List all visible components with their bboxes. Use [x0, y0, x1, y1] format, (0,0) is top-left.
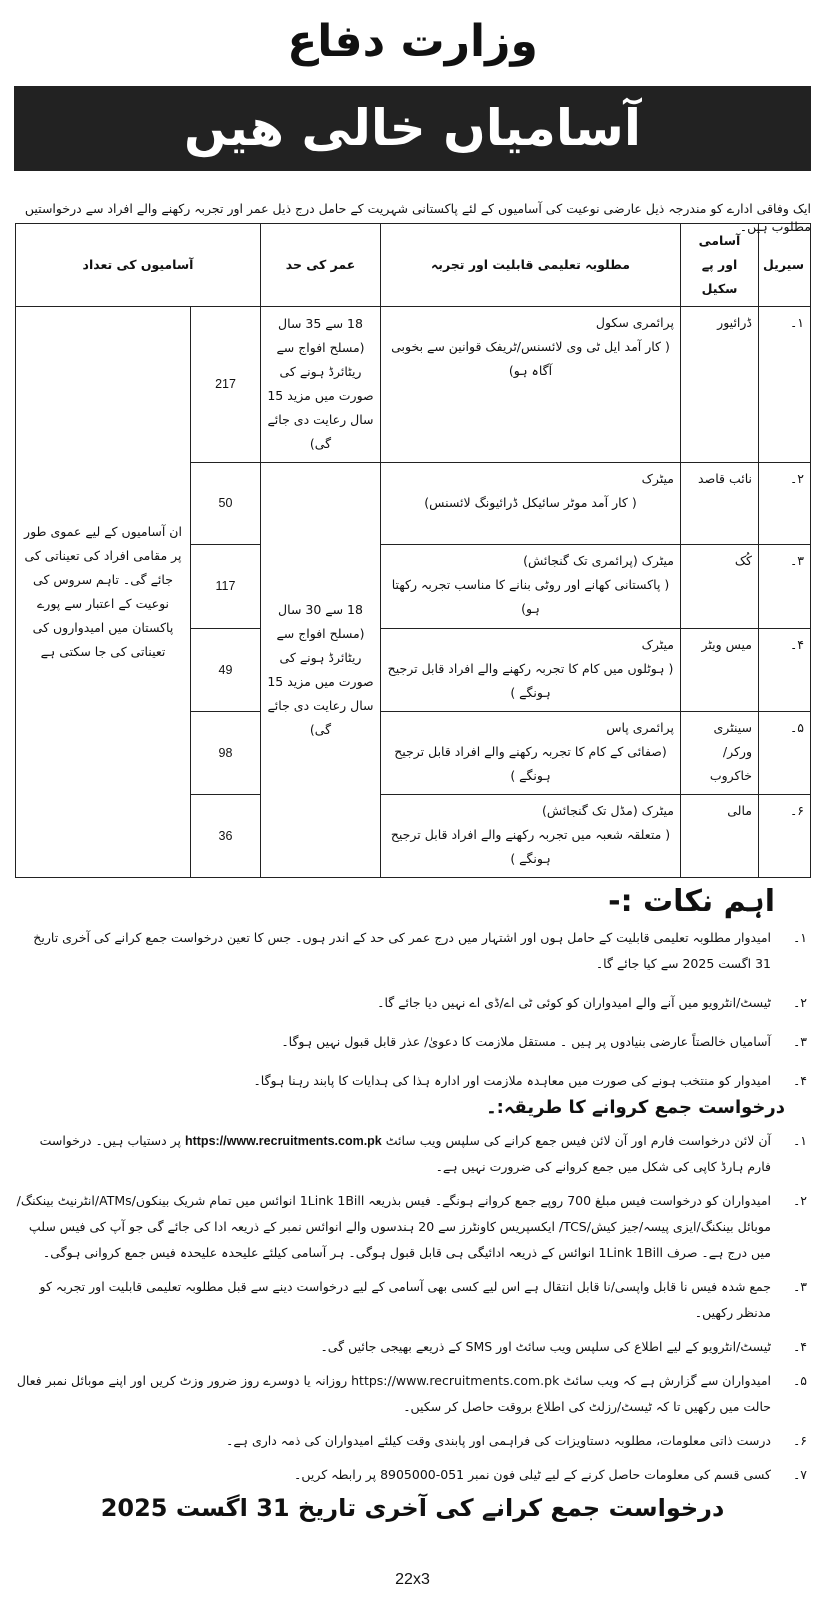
item-number: ۶۔: [792, 1433, 807, 1448]
table-row: [16, 306, 811, 462]
list-item: [14, 1188, 811, 1266]
header-post: آسامی اور پے سکیل: [681, 224, 759, 307]
list-item: [14, 990, 811, 1016]
qualification-detail: ( متعلقہ شعبہ میں تجربہ رکھنے والے افراد قابل ترجیح ہونگے ): [390, 827, 671, 867]
row-qualification: [381, 795, 681, 878]
item-number: ۱۔: [792, 1133, 807, 1148]
item-text: امیدوار کو منتخب ہونے کی صورت میں معاہدہ ملازمت اور ادارہ ہذا کی ہدایات کا پابند رہنا ہوگا۔: [253, 1073, 771, 1088]
post-count: 50: [191, 463, 261, 545]
age-limit: 18 سے 30 سال (مسلح افواج سے ریٹائرڈ ہونے کی صورت میں مزید 15 سال رعایت دی جائے گی): [261, 463, 381, 878]
qualification-detail: (صفائی کے کام کا تجربہ رکھنے والے افراد قابل ترجیح ہونگے ): [394, 744, 667, 784]
item-number: ۷۔: [792, 1467, 807, 1482]
row-serial: ۳۔: [759, 544, 811, 628]
item-text: جمع شدہ فیس نا قابل واپسی/نا قابل انتقال ہے اس لیے کسی بھی آسامی کے لیے درخواست دینے سے قبل مطلوبہ تعلیمی قابلیت اور تجربہ کو مدنظر رکھیں۔: [39, 1279, 771, 1320]
post-count: 49: [191, 628, 261, 712]
row-serial: ۲۔: [759, 463, 811, 545]
table-header-row: [16, 224, 811, 307]
list-item: [14, 1462, 811, 1488]
list-item: [14, 1274, 811, 1326]
row-post: ڈرائیور: [681, 306, 759, 462]
item-text: امیدواران کو درخواست فیس مبلغ 700 روپے جمع کروانے ہونگے۔ فیس بذریعہ 1Link 1Bill انوائس میں تمام شریک بینکوں/ATMs/انٹرنیٹ بینکنگ/موبائل بینکنگ/ایزی پیسہ/جیز کیش/TCS/ ایکسپریس کاونٹرز سے 20 ہندسوں والے انوائس نمبر کے ذریعہ ادا کی جائے گی جو آپ کی فیس سلپ میں درج ہے۔ صرف 1Link 1Bill انوائس کے ذریعہ ادائیگی ہی قابل قبول ہوگی۔ ہر آسامی کیلئے علیحدہ علیحدہ فیس جمع کروانی ہوگی۔: [16, 1193, 771, 1260]
qualification-main: پرائمری پاس: [606, 720, 674, 736]
item-number: ۲۔: [792, 1193, 807, 1208]
post-count: 217: [191, 306, 261, 462]
qualification-detail: ( پاکستانی کھانے اور روٹی بنانے کا مناسب تجربہ رکھتا ہو): [391, 576, 670, 616]
qualification-detail: ( کار آمد موٹر سائیکل ڈرائیونگ لائسنس): [424, 495, 637, 511]
header-count: آسامیوں کی تعداد: [16, 224, 261, 307]
item-number: ۳۔: [792, 1279, 807, 1294]
list-item: [14, 1068, 811, 1094]
item-number: ۴۔: [792, 1339, 807, 1354]
item-text: کسی قسم کی معلومات حاصل کرنے کے لیے ٹیلی فون نمبر 051-8905000 پر رابطہ کریں۔: [294, 1467, 771, 1482]
item-text: امیدوار مطلوبہ تعلیمی قابلیت کے حامل ہوں اور اشتہار میں درج عمر کی حد کے اندر ہوں۔ جس کا تعین درخواست جمع کرانے کی آخری تاریخ 31 اگست 2025 سے کیا جائے گا۔: [33, 930, 771, 971]
vacancies-table: [15, 223, 811, 878]
row-qualification: [381, 306, 681, 462]
ad-code: 22x3: [395, 1571, 430, 1588]
ministry-title: وزارت دفاع: [287, 16, 538, 67]
item-number: ۱۔: [792, 930, 807, 945]
how-to-apply-list: [14, 1128, 811, 1496]
posting-note: ان آسامیوں کے لیے عموی طور پر مقامی افراد کی تعیناتی کی جائے گی۔ تاہم سروس کی نوعیت کے اعتبار سے پورے پاکستان میں امیدواروں کی تعیناتی کی جا سکتی ہے: [16, 306, 191, 877]
list-item: [14, 1029, 811, 1055]
row-post: میس ویٹر: [681, 628, 759, 712]
qualification-main: میٹرک (مڈل تک گنجائش): [541, 803, 674, 819]
vacancies-banner: آسامیاں خالی ھیں: [14, 86, 811, 171]
list-item: [14, 1334, 811, 1360]
post-count: 36: [191, 795, 261, 878]
row-serial: ۴۔: [759, 628, 811, 712]
item-number: ۵۔: [792, 1373, 807, 1388]
item-text: [14, 1128, 771, 1180]
row-serial: ۶۔: [759, 795, 811, 878]
application-deadline: درخواست جمع کرانے کی آخری تاریخ 31 اگست 2025: [100, 1494, 725, 1522]
item-text: امیدواران سے گزارش ہے کہ ویب سائٹ https://www.recruitments.com.pk روزانہ یا دوسرے روز ضرور وزٹ کریں اور اپنے موبائل نمبر فعال حالت میں رکھیں تا کہ ٹیسٹ/رزلٹ کی اطلاع بروقت حاصل کر سکیں۔: [16, 1373, 771, 1414]
header-serial: سیریل: [759, 224, 811, 307]
item-text: ٹیسٹ/انٹرویو میں آنے والے امیدواران کو کوئی ٹی اے/ڈی اے نہیں دیا جائے گا۔: [377, 995, 771, 1010]
list-item: [14, 1428, 811, 1454]
item-text: درست ذاتی معلومات، مطلوبہ دستاویزات کی فراہمی اور پابندی وقت کیلئے امیدواران کی ذمہ داری ہے۔: [226, 1433, 771, 1448]
intro-text: ایک وفاقی ادارے کو مندرجہ ذیل عارضی نوعیت کی آسامیوں کے لئے پاکستانی شہریت کے حامل درج ذیل عمر اور تجربہ رکھنے والے افراد سے درخواستیں مطلوب ہیں۔: [24, 201, 811, 234]
item-text: ٹیسٹ/انٹرویو کے لیے اطلاع کی سلپس ویب سائٹ اور SMS کے ذریعے بھیجی جائیں گی۔: [320, 1339, 771, 1354]
post-count: 117: [191, 544, 261, 628]
row-serial: ۵۔: [759, 712, 811, 795]
row-post: نائب قاصد: [681, 463, 759, 545]
row-qualification: [381, 628, 681, 712]
qualification-main: میٹرک: [641, 471, 674, 487]
row-post: سینٹری ورکر/ خاکروب: [681, 712, 759, 795]
important-notes-list: [14, 925, 811, 1107]
header-age: عمر کی حد: [261, 224, 381, 307]
item-text: آسامیاں خالصتاً عارضی بنیادوں پر ہیں ۔ مستقل ملازمت کا دعویٰ/ عذر قابل قبول نہیں ہوگا۔: [281, 1034, 771, 1049]
how-to-apply-title: درخواست جمع کروانے کا طریقہ:۔: [486, 1097, 785, 1118]
item-text-part: آن لائن درخواست فارم اور آن لائن فیس جمع کرانے کی سلپس ویب سائٹ: [385, 1133, 771, 1148]
list-item: [14, 1368, 811, 1420]
header-qualification: مطلوبہ تعلیمی قابلیت اور تجربہ: [381, 224, 681, 307]
item-text-part: پر دستیاب ہیں۔ درخواست فارم ہارڈ کاپی کی شکل میں جمع کروانے کی ضرورت نہیں ہے۔: [39, 1133, 771, 1174]
qualification-detail: ( کار آمد ایل ٹی وی لائسنس/ٹریفک قوانین سے بخوبی آگاہ ہو): [391, 338, 670, 378]
item-number: ۴۔: [792, 1073, 807, 1088]
list-item: [14, 925, 811, 977]
row-qualification: [381, 463, 681, 545]
item-number: ۳۔: [792, 1034, 807, 1049]
qualification-main: میٹرک: [641, 636, 674, 652]
row-qualification: [381, 712, 681, 795]
item-number: ۲۔: [792, 995, 807, 1010]
qualification-main: پرائمری سکول: [595, 314, 674, 330]
list-item: [14, 1128, 811, 1180]
recruitment-website-link[interactable]: https://www.recruitments.com.pk: [184, 1134, 382, 1148]
post-count: 98: [191, 712, 261, 795]
important-notes-title: اہم نکات :-: [608, 884, 775, 919]
row-serial: ۱۔: [759, 306, 811, 462]
qualification-detail: ( ہوٹلوں میں کام کا تجربہ رکھنے والے افراد قابل ترجیح ہونگے ): [387, 660, 674, 700]
row-post: مالی: [681, 795, 759, 878]
age-limit: 18 سے 35 سال (مسلح افواج سے ریٹائرڈ ہونے کی صورت میں مزید 15 سال رعایت دی جائے گی): [261, 306, 381, 462]
row-qualification: [381, 544, 681, 628]
qualification-main: میٹرک (پرائمری تک گنجائش): [523, 552, 674, 568]
row-post: کُک: [681, 544, 759, 628]
